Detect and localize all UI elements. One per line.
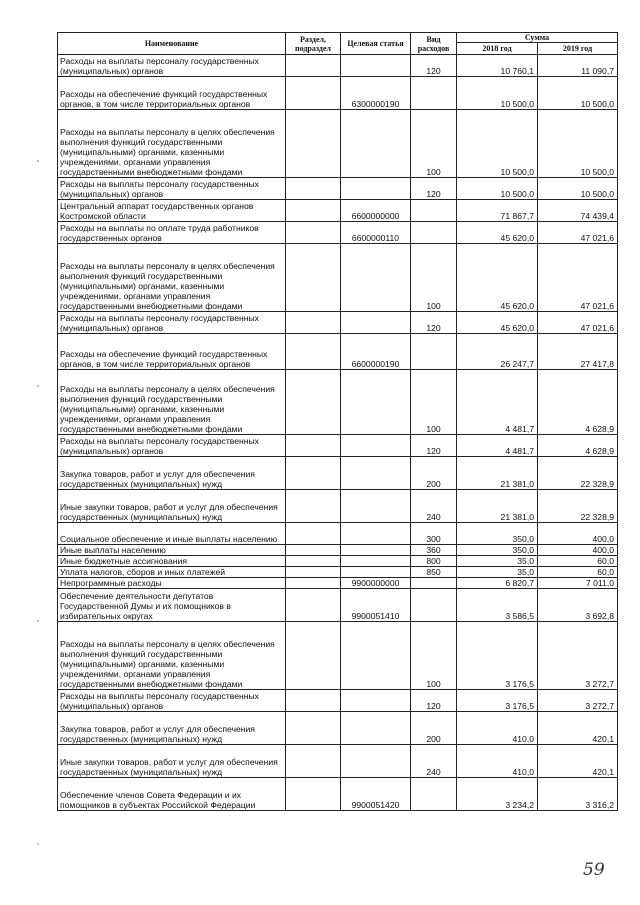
row-name: Закупка товаров, работ и услуг для обеспечения государственных (муниципальных) нужд xyxy=(58,457,286,490)
row-sum-2018: 21 381,0 xyxy=(457,490,538,523)
row-name: Социальное обеспечение и иные выплаты населению xyxy=(58,523,286,545)
row-target-code xyxy=(341,244,411,312)
row-sum-2019: 27 417,8 xyxy=(538,334,618,370)
row-sum-2019: 3 316,2 xyxy=(538,778,618,811)
table-row xyxy=(58,370,618,435)
table-row xyxy=(58,578,618,589)
table-row xyxy=(58,334,618,370)
row-sum-2018: 10 500,0 xyxy=(457,178,538,200)
row-section xyxy=(286,523,341,545)
row-expense-kind: 200 xyxy=(411,712,457,745)
row-target-code xyxy=(341,712,411,745)
row-target-code: 6300000190 xyxy=(341,77,411,110)
row-expense-kind: 300 xyxy=(411,523,457,545)
row-expense-kind: 240 xyxy=(411,490,457,523)
row-expense-kind: 360 xyxy=(411,545,457,556)
budget-table-sheet xyxy=(57,32,617,811)
row-expense-kind: 120 xyxy=(411,312,457,334)
table-row xyxy=(58,55,618,77)
row-name: Расходы на выплаты персоналу государственных (муниципальных) органов xyxy=(58,435,286,457)
margin-mark: ` xyxy=(36,620,41,631)
row-section xyxy=(286,567,341,578)
budget-table xyxy=(57,32,618,811)
row-section xyxy=(286,556,341,567)
row-section xyxy=(286,435,341,457)
row-expense-kind: 800 xyxy=(411,556,457,567)
row-sum-2018: 410,0 xyxy=(457,712,538,745)
row-sum-2018: 45 620,0 xyxy=(457,222,538,244)
row-expense-kind: 120 xyxy=(411,435,457,457)
row-expense-kind: 120 xyxy=(411,178,457,200)
row-sum-2019: 3 692,8 xyxy=(538,589,618,622)
header-name: Наименование xyxy=(58,33,286,55)
row-name: Расходы на выплаты персоналу государственных (муниципальных) органов xyxy=(58,178,286,200)
row-target-code xyxy=(341,523,411,545)
header-target: Целевая статья xyxy=(341,33,411,55)
row-section xyxy=(286,778,341,811)
row-sum-2018: 3 176,5 xyxy=(457,690,538,712)
row-section xyxy=(286,578,341,589)
row-target-code: 6600000000 xyxy=(341,200,411,222)
row-section xyxy=(286,712,341,745)
row-sum-2019: 22 328,9 xyxy=(538,457,618,490)
row-sum-2018: 4 481,7 xyxy=(457,435,538,457)
row-sum-2018: 35,0 xyxy=(457,556,538,567)
row-target-code xyxy=(341,745,411,778)
header-kind: Вид расходов xyxy=(411,33,457,55)
row-name: Расходы на выплаты персоналу государственных (муниципальных) органов xyxy=(58,312,286,334)
table-header xyxy=(58,33,618,55)
row-expense-kind: 200 xyxy=(411,457,457,490)
row-sum-2018: 350,0 xyxy=(457,545,538,556)
row-expense-kind xyxy=(411,578,457,589)
row-sum-2018: 3 234,2 xyxy=(457,778,538,811)
row-sum-2018: 10 500,0 xyxy=(457,77,538,110)
table-row xyxy=(58,222,618,244)
row-target-code xyxy=(341,178,411,200)
row-target-code xyxy=(341,567,411,578)
row-section xyxy=(286,490,341,523)
row-sum-2018: 71 867,7 xyxy=(457,200,538,222)
row-sum-2019: 3 272,7 xyxy=(538,690,618,712)
row-sum-2018: 45 620,0 xyxy=(457,244,538,312)
table-row xyxy=(58,745,618,778)
table-row xyxy=(58,712,618,745)
row-section xyxy=(286,244,341,312)
row-expense-kind: 120 xyxy=(411,690,457,712)
row-sum-2019: 10 500,0 xyxy=(538,110,618,178)
row-name: Иные выплаты населению xyxy=(58,545,286,556)
row-expense-kind: 100 xyxy=(411,370,457,435)
row-target-code: 9900051420 xyxy=(341,778,411,811)
row-section xyxy=(286,200,341,222)
row-name: Иные закупки товаров, работ и услуг для обеспечения государственных (муниципальных) нужд xyxy=(58,745,286,778)
row-sum-2019: 22 328,9 xyxy=(538,490,618,523)
table-row xyxy=(58,457,618,490)
row-name: Расходы на обеспечение функций государственных органов, в том числе территориальных органов xyxy=(58,77,286,110)
row-target-code: 9900000000 xyxy=(341,578,411,589)
row-target-code xyxy=(341,490,411,523)
row-name: Расходы на выплаты персоналу в целях обеспечения выполнения функций государственными (муниципальными) органами, казенными учреждениями, органами управления государственными внебюджетными фондами xyxy=(58,370,286,435)
table-row xyxy=(58,622,618,690)
row-expense-kind: 850 xyxy=(411,567,457,578)
row-section xyxy=(286,178,341,200)
row-target-code xyxy=(341,556,411,567)
row-target-code xyxy=(341,690,411,712)
row-sum-2018: 35,0 xyxy=(457,567,538,578)
row-sum-2019: 10 500,0 xyxy=(538,77,618,110)
row-expense-kind: 100 xyxy=(411,622,457,690)
row-name: Центральный аппарат государственных органов Костромской области xyxy=(58,200,286,222)
row-sum-2019: 420,1 xyxy=(538,712,618,745)
margin-mark: ` xyxy=(36,160,41,171)
row-name: Обеспечение членов Совета Федерации и их помощников в субъектах Российской Федерации xyxy=(58,778,286,811)
header-section: Раздел, подраздел xyxy=(286,33,341,55)
row-sum-2019: 47 021,6 xyxy=(538,312,618,334)
row-sum-2019: 4 628,9 xyxy=(538,370,618,435)
row-name: Расходы на обеспечение функций государственных органов, в том числе территориальных органов xyxy=(58,334,286,370)
row-sum-2019: 11 090,7 xyxy=(538,55,618,77)
row-sum-2019: 47 021,6 xyxy=(538,222,618,244)
row-target-code xyxy=(341,370,411,435)
row-sum-2018: 3 586,5 xyxy=(457,589,538,622)
row-sum-2019: 74 439,4 xyxy=(538,200,618,222)
table-row xyxy=(58,490,618,523)
row-name: Непрограммные расходы xyxy=(58,578,286,589)
table-row xyxy=(58,523,618,545)
table-body xyxy=(58,55,618,811)
row-name: Иные закупки товаров, работ и услуг для обеспечения государственных (муниципальных) нужд xyxy=(58,490,286,523)
header-2019: 2019 год xyxy=(538,43,618,55)
table-row xyxy=(58,178,618,200)
row-sum-2018: 350,0 xyxy=(457,523,538,545)
table-row xyxy=(58,690,618,712)
row-sum-2019: 420,1 xyxy=(538,745,618,778)
row-sum-2019: 400,0 xyxy=(538,523,618,545)
row-name: Расходы на выплаты персоналу государственных (муниципальных) органов xyxy=(58,690,286,712)
row-target-code: 9900051410 xyxy=(341,589,411,622)
row-name: Иные бюджетные ассигнования xyxy=(58,556,286,567)
row-section xyxy=(286,312,341,334)
row-target-code xyxy=(341,312,411,334)
row-name: Обеспечение деятельности депутатов Государственной Думы и их помощников в избирательных округах xyxy=(58,589,286,622)
row-section xyxy=(286,745,341,778)
row-sum-2018: 21 381,0 xyxy=(457,457,538,490)
row-expense-kind: 100 xyxy=(411,110,457,178)
row-section xyxy=(286,622,341,690)
table-row xyxy=(58,435,618,457)
table-row xyxy=(58,110,618,178)
row-expense-kind: 240 xyxy=(411,745,457,778)
row-section xyxy=(286,334,341,370)
row-section xyxy=(286,690,341,712)
row-target-code xyxy=(341,457,411,490)
row-name: Уплата налогов, сборов и иных платежей xyxy=(58,567,286,578)
row-target-code: 6600000190 xyxy=(341,334,411,370)
row-section xyxy=(286,55,341,77)
table-row xyxy=(58,545,618,556)
table-row xyxy=(58,312,618,334)
row-expense-kind xyxy=(411,334,457,370)
row-sum-2018: 410,0 xyxy=(457,745,538,778)
row-sum-2019: 4 628,9 xyxy=(538,435,618,457)
table-row xyxy=(58,556,618,567)
row-expense-kind: 120 xyxy=(411,55,457,77)
row-section xyxy=(286,370,341,435)
row-name: Расходы на выплаты по оплате труда работников государственных органов xyxy=(58,222,286,244)
header-sum: Сумма xyxy=(457,33,618,43)
row-sum-2018: 3 176,5 xyxy=(457,622,538,690)
row-sum-2019: 3 272,7 xyxy=(538,622,618,690)
header-2018: 2018 год xyxy=(457,43,538,55)
row-sum-2019: 60,0 xyxy=(538,556,618,567)
row-name: Расходы на выплаты персоналу в целях обеспечения выполнения функций государственными (муниципальными) органами, казенными учреждениями, органами управления государственными внебюджетными фондами xyxy=(58,622,286,690)
row-sum-2018: 10 760,1 xyxy=(457,55,538,77)
row-target-code xyxy=(341,622,411,690)
row-target-code xyxy=(341,435,411,457)
table-row xyxy=(58,244,618,312)
row-expense-kind xyxy=(411,589,457,622)
margin-mark: ` xyxy=(36,385,41,396)
row-sum-2019: 60,0 xyxy=(538,567,618,578)
row-sum-2019: 47 021,6 xyxy=(538,244,618,312)
row-sum-2018: 6 820,7 xyxy=(457,578,538,589)
table-row xyxy=(58,567,618,578)
row-name: Расходы на выплаты персоналу в целях обеспечения выполнения функций государственными (муниципальными) органами, казенными учреждениями, органами управления государственными внебюджетными фондами xyxy=(58,110,286,178)
row-sum-2018: 10 500,0 xyxy=(457,110,538,178)
row-expense-kind xyxy=(411,222,457,244)
row-section xyxy=(286,545,341,556)
row-expense-kind xyxy=(411,778,457,811)
row-section xyxy=(286,457,341,490)
table-row xyxy=(58,200,618,222)
page-number: 59 xyxy=(583,860,605,880)
row-sum-2018: 45 620,0 xyxy=(457,312,538,334)
row-section xyxy=(286,589,341,622)
row-sum-2019: 400,0 xyxy=(538,545,618,556)
margin-mark: ` xyxy=(36,843,41,854)
row-section xyxy=(286,222,341,244)
table-row xyxy=(58,77,618,110)
row-sum-2019: 7 011,0 xyxy=(538,578,618,589)
row-name: Расходы на выплаты персоналу в целях обеспечения выполнения функций государственными (муниципальными) органами, казенными учреждениями, органами управления государственными внебюджетными фондами xyxy=(58,244,286,312)
table-row xyxy=(58,778,618,811)
row-sum-2018: 26 247,7 xyxy=(457,334,538,370)
row-section xyxy=(286,77,341,110)
row-name: Закупка товаров, работ и услуг для обеспечения государственных (муниципальных) нужд xyxy=(58,712,286,745)
row-target-code xyxy=(341,545,411,556)
row-name: Расходы на выплаты персоналу государственных (муниципальных) органов xyxy=(58,55,286,77)
row-expense-kind xyxy=(411,77,457,110)
row-target-code: 6600000110 xyxy=(341,222,411,244)
table-row xyxy=(58,589,618,622)
row-expense-kind xyxy=(411,200,457,222)
row-target-code xyxy=(341,55,411,77)
row-sum-2018: 4 481,7 xyxy=(457,370,538,435)
row-section xyxy=(286,110,341,178)
row-expense-kind: 100 xyxy=(411,244,457,312)
row-sum-2019: 10 500,0 xyxy=(538,178,618,200)
row-target-code xyxy=(341,110,411,178)
